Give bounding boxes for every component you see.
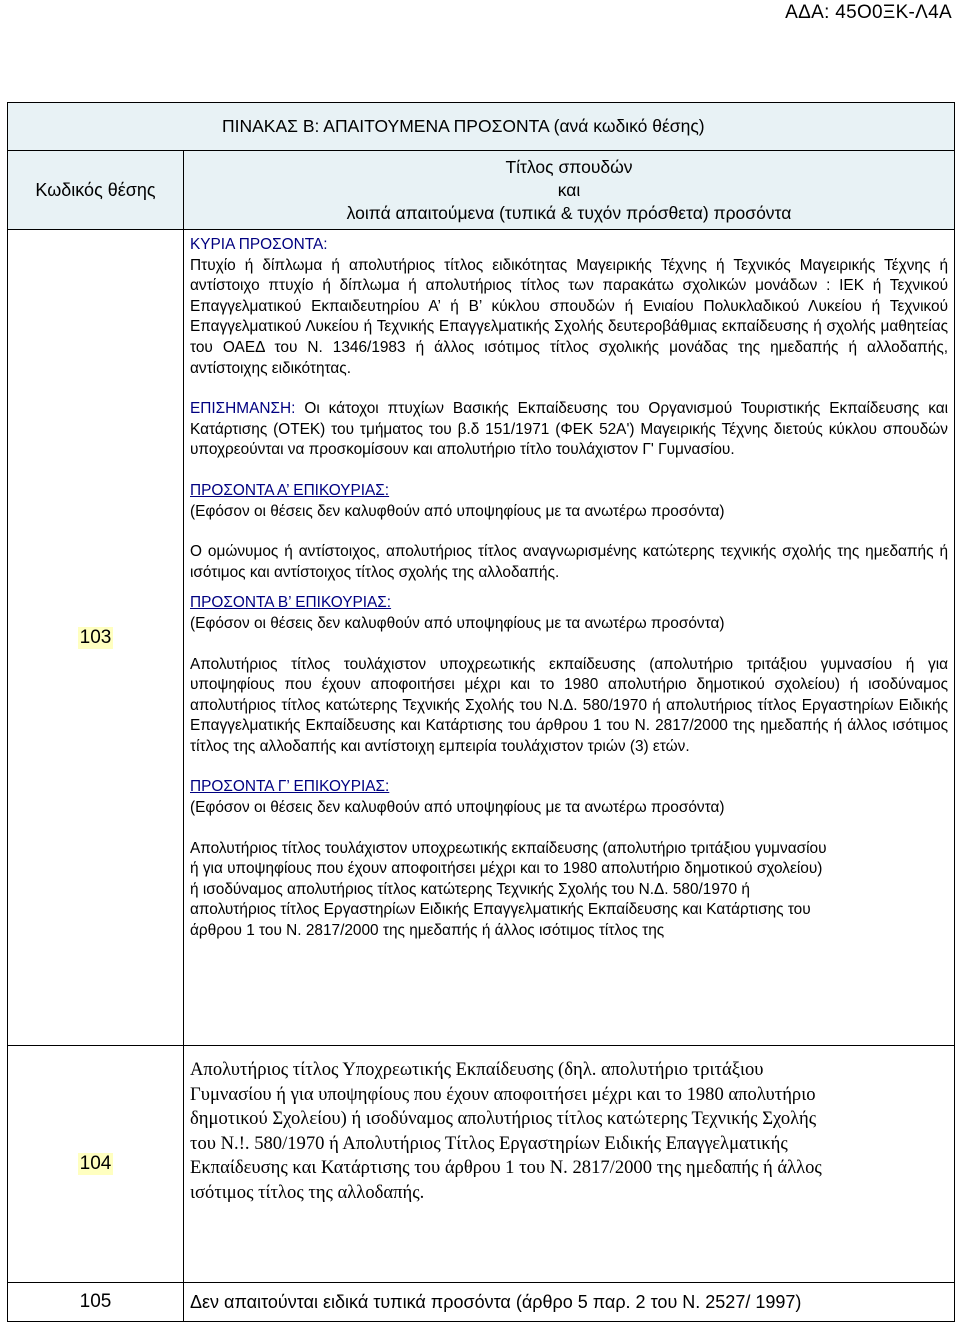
aux-c-line4: απολυτήριος τίτλος Εργαστηρίων Ειδικής Επαγγελματικής Εκπαίδευσης και Κατάρτισης του [190,901,811,919]
position-code: 105 [8,1283,184,1322]
aux-c-line5: άρθρου 1 του Ν. 2817/2000 της ημεδαπής ή άλλος ισότιμος τίτλος της [190,922,665,940]
header-desc-line3: λοιπά απαιτούμενα (τυπικά & τυχόν πρόσθετα) προσόντα [346,202,792,223]
row-description [184,230,955,1046]
header-desc-line1: Τίτλος σπουδών [505,156,633,177]
aux-b-label: ΠΡΟΣΟΝΤΑ Β’ ΕΠΙΚΟΥΡΙΑΣ: [190,594,392,612]
row-description [184,1046,955,1283]
row104-line1: Απολυτήριος τίτλος Υποχρεωτικής Εκπαίδευσης (δηλ. απολυτήριο τριτάξιου [190,1059,764,1080]
header-code: Κωδικός θέσης [8,151,184,230]
position-code [8,1046,184,1283]
row104-line2: Γυμνασίου ή για υποψηφίους που έχουν αποφοιτήσει μέχρι και το 1980 απολυτήριο [190,1083,816,1105]
position-code [8,230,184,1046]
aux-c-line2: ή για υποψηφίους που έχουν αποφοιτήσει μέχρι και το 1980 απολυτήριο δημοτικού σχολείου) [190,860,823,878]
code-highlight: 103 [79,626,112,648]
row-description: Δεν απαιτούνται ειδικά τυπικά προσόντα (άρθρο 5 παρ. 2 του Ν. 2527/ 1997) [184,1283,955,1322]
aux-c-label: ΠΡΟΣΟΝΤΑ Γ’ ΕΠΙΚΟΥΡΙΑΣ: [190,778,390,796]
aux-c-line3: ή ισοδύναμος απολυτήριος τίτλος κατώτερης Τεχνικής Σχολής του Ν.Δ. 580/1970 ή [190,880,750,898]
table-title-row [8,103,955,151]
aux-c-line1: Απολυτήριος τίτλος τουλάχιστον υποχρεωτικής εκπαίδευσης (απολυτήριο τριτάξιου γυμνασίου [190,839,827,857]
table-row [8,1283,955,1322]
table-row [8,1046,955,1283]
note-paragraph [190,399,948,461]
requirements-table [7,102,955,1322]
aux-b-text: Απολυτήριος τίτλος τουλάχιστον υποχρεωτικής εκπαίδευσης (απολυτήριο τριτάξιου γυμνασίου ή για υποψηφίους που έχουν αποφοιτήσει μέχρι και το 1980 απολυτήριο δημοτικού σχολείου) ή ισοδύναμος απολυτήριος τίτλος κατώτερης Τεχνικής Σχολής του Ν.Δ. 580/1970 ή απολυτήριος τίτλος Εργαστηρίων Ειδικής Επαγγελματικής Εκπαίδευσης και Κατάρτισης του άρθρου 1 του Ν. 2817/2000 της ημεδαπής ή άλλος ισότιμος τίτλος της αλλοδαπής και αντίστοιχη εμπειρία τουλάχιστον τριών (3) ετών. [190,655,949,755]
table-title: ΠΙΝΑΚΑΣ Β: ΑΠΑΙΤΟΥΜΕΝΑ ΠΡΟΣΟΝΤΑ (ανά κωδικό θέσης) [8,103,955,151]
main-label: ΚΥΡΙΑ ΠΡΟΣΟΝΤΑ: [190,236,328,253]
row104-line5: Εκπαίδευσης και Κατάρτισης του άρθρου 1 του Ν. 2817/2000 της ημεδαπής ή άλλος [190,1157,822,1179]
aux-a-sub: (Εφόσον οι θέσεις δεν καλυφθούν από υποψηφίους με τα ανωτέρω προσόντα) [190,502,725,520]
note-text: Οι κάτοχοι πτυχίων Βασικής Εκπαίδευσης του Οργανισμού Τουριστικής Εκπαίδευσης και Κατάρτισης (ΟΤΕΚ) του τμήματος του β.δ 151/1971 (ΦΕΚ 52Α') Μαγειρικής Τέχνης διετούς κύκλου σπουδών υποχρεούνται να προσκομίσουν και απολυτήριο τίτλο τουλάχιστον Γ' Γυμνασίου. [190,400,949,459]
aux-a-text: Ο ομώνυμος ή αντίστοιχος, απολυτήριος τίτλος αναγνωρισμένης κατώτερης τεχνικής σχολής της ημεδαπής ή ισότιμος και αντίστοιχος τίτλος σχολής της αλλοδαπής. [190,543,949,581]
row104-line6: ισότιμος τίτλος της αλλοδαπής. [190,1181,425,1203]
aux-a-label: ΠΡΟΣΟΝΤΑ Α’ ΕΠΙΚΟΥΡΙΑΣ: [190,481,390,499]
main-text: Πτυχίο ή δίπλωμα ή απολυτήριος τίτλος ειδικότητας Μαγειρικής Τέχνης ή Τεχνικός Μαγειρικής Τέχνης ή αντίστοιχο πτυχίο ή δίπλωμα ή απολυτήριος τίτλος των παρακάτω σχολικών μονάδων : ΙΕΚ ή Τεχνικού Επαγγελματικού Εκπαιδευτηρίου Α’ ή Β’ κύκλου σπουδών ή Ενιαίου Πολυκλαδικού Λυκείου ή Τεχνικού Επαγγελματικού Λυκείου ή Τεχνικής Επαγγελματικής Σχολής δευτεροβάθμιας εκπαίδευσης ή σχολής μαθητείας του ΟΑΕΔ του Ν. 1346/1983 ή άλλος ισότιμος τίτλος σχολικής μονάδας της ημεδαπής ή αλλοδαπής, αντίστοιχης ειδικότητας. [190,256,949,377]
row104-line3: δημοτικού Σχολείου) ή ισοδύναμος απολυτήριος τίτλος κατώτερης Τεχνικής Σχολής [190,1108,817,1130]
aux-b-sub: (Εφόσον οι θέσεις δεν καλυφθούν από υποψηφίους με τα ανωτέρω προσόντα) [190,614,725,632]
header-desc-line2: και [557,179,581,200]
table-row [8,230,955,1046]
row104-line4: του Ν.!. 580/1970 ή Απολυτήριος Τίτλος Εργαστηρίων Ειδικής Επαγγελματικής [190,1132,788,1154]
header-description [184,151,955,230]
ada-code: ΑΔΑ: 45Ο0ΞΚ-Λ4Α [785,2,952,23]
note-label: ΕΠΙΣΗΜΑΝΣΗ: [190,400,296,418]
aux-c-sub: (Εφόσον οι θέσεις δεν καλυφθούν από υποψηφίους με τα ανωτέρω προσόντα) [190,799,725,817]
code-highlight: 104 [79,1153,112,1174]
table-header-row [8,151,955,230]
